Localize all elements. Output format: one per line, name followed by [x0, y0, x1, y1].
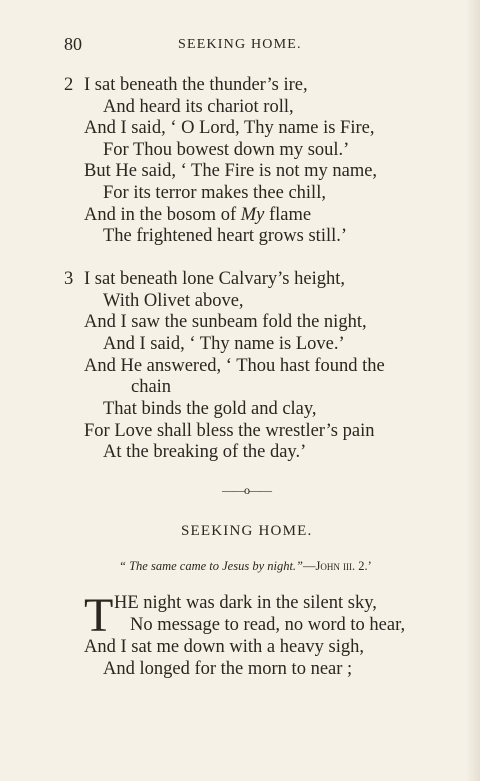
verse-line: And I sat me down with a heavy sigh, [84, 637, 365, 657]
verse-line: At the breaking of the day.’ [103, 442, 307, 462]
verse-line: For Thou bowest down my soul.’ [103, 140, 350, 160]
verse-line: And longed for the morn to near ; [103, 659, 353, 679]
verse-line: And He answered, ‘ Thou hast found the [84, 356, 385, 376]
verse-line: With Olivet above, [103, 291, 244, 311]
verse-text: flame [268, 205, 312, 225]
verse-line: But He said, ‘ The Fire is not my name, [84, 161, 378, 181]
verse-line: And heard its chariot roll, [103, 97, 294, 117]
verse-line: And I said, ‘ O Lord, Thy name is Fire, [84, 118, 375, 138]
verse-line: And I saw the sunbeam fold the night, [84, 312, 367, 332]
page-number: 80 [64, 34, 82, 54]
epigraph-reference: —John iii. 2.’ [303, 559, 372, 573]
emphasis-text: My [240, 205, 265, 225]
verse-line: For its terror makes thee chill, [103, 183, 326, 203]
verse-line: I sat beneath lone Calvary’s height, [84, 269, 345, 289]
running-head: SEEKING HOME. [178, 37, 302, 52]
verse-line-mixed [84, 204, 311, 226]
verse-line: HE night was dark in the silent sky, [114, 593, 377, 613]
page-header [0, 34, 480, 56]
verse-text: And in the bosom of [84, 205, 237, 225]
verse-line: And I said, ‘ Thy name is Love.’ [103, 334, 345, 354]
verse-line: For Love shall bless the wrestler’s pain [84, 421, 375, 441]
drop-cap: T [84, 589, 114, 642]
section-title: SEEKING HOME. [181, 523, 313, 539]
paper-edge-shading [466, 0, 480, 781]
stanza-number: 3 [64, 269, 74, 289]
section-ornament: ——o—— [222, 483, 271, 497]
verse-line: No message to read, no word to hear, [130, 615, 406, 635]
verse-line: The frightened heart grows still.’ [103, 226, 348, 246]
stanza-number: 2 [64, 75, 74, 95]
verse-line: chain [131, 377, 172, 397]
verse-line: That binds the gold and clay, [103, 399, 317, 419]
verse-line: I sat beneath the thunder’s ire, [84, 75, 308, 95]
epigraph-quote: “ The same came to Jesus by night.” [119, 559, 304, 573]
epigraph [119, 559, 372, 574]
